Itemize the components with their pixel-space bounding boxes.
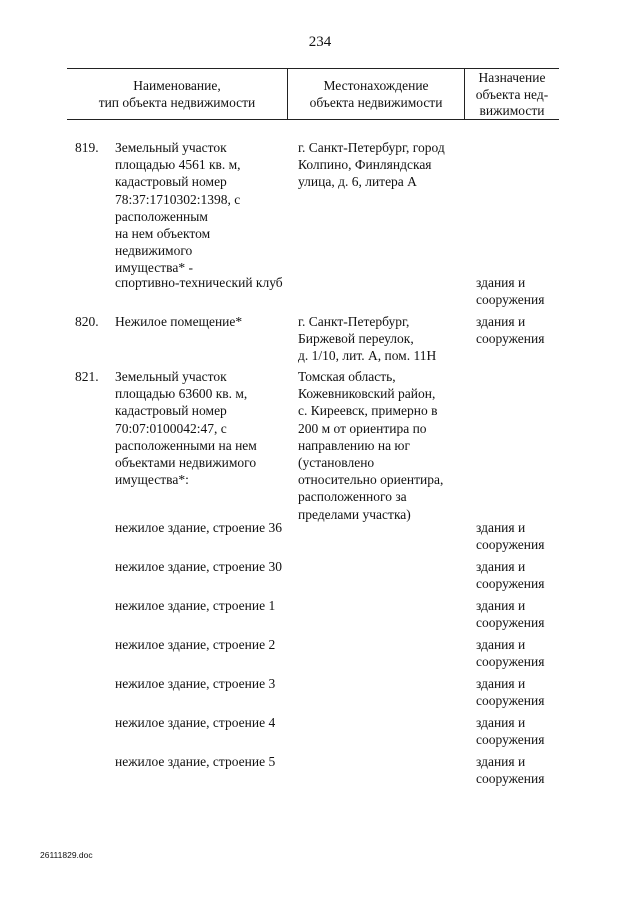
row-name-line: расположенными на нем — [115, 437, 257, 453]
row-name-line: объектами недвижимого — [115, 455, 257, 470]
page-number: 234 — [308, 34, 332, 50]
row-name-line: площадью 63600 кв. м, — [115, 386, 248, 402]
header-purpose-line: вижимости — [479, 103, 545, 118]
row-number: 819. — [75, 140, 99, 155]
header-location-line: объекта недвижимости — [309, 95, 443, 110]
row-purpose-line: сооружения — [476, 732, 545, 748]
row-location-line: Томская область, — [298, 369, 396, 384]
row-purpose-line: здания и — [476, 637, 526, 652]
row-location-line: Кожевниковский район, — [298, 386, 436, 402]
row-name-line: Нежилое помещение* — [115, 314, 243, 329]
row-name-line: нежилое здание, строение 4 — [115, 715, 276, 730]
row-location-line: Колпино, Финляндская — [298, 157, 432, 173]
row-purpose-line: здания и — [476, 314, 526, 329]
row-name-line: нежилое здание, строение 2 — [115, 637, 276, 652]
row-location-line: г. Санкт-Петербург, — [298, 314, 410, 329]
row-name-line: 70:07:0100042:47, с — [115, 420, 227, 436]
row-name-line: нежилое здание, строение 1 — [115, 598, 276, 613]
row-purpose-line: сооружения — [476, 771, 545, 787]
row-purpose-line: сооружения — [476, 693, 545, 709]
header-location — [288, 77, 464, 111]
row-name-line: недвижимого — [115, 243, 193, 259]
row-name-line: спортивно-технический клуб — [115, 275, 283, 290]
row-purpose-line: сооружения — [476, 576, 545, 592]
row-location-line: пределами участка) — [298, 506, 411, 522]
header-top-rule — [67, 68, 559, 69]
row-purpose-line: здания и — [476, 275, 526, 290]
row-name-line: 78:37:1710302:1398, с — [115, 191, 241, 207]
row-number: 821. — [75, 369, 99, 384]
row-purpose-line: сооружения — [476, 292, 545, 308]
row-name-line: нежилое здание, строение 36 — [115, 520, 282, 535]
row-purpose-line: здания и — [476, 754, 526, 769]
row-name-line: площадью 4561 кв. м, — [115, 157, 241, 173]
row-name-line: Земельный участок — [115, 369, 227, 384]
row-location-line: г. Санкт-Петербург, город — [298, 140, 445, 155]
header-location-line: Местонахождение — [323, 78, 429, 93]
row-name-line: нежилое здание, строение 30 — [115, 559, 282, 574]
row-name-line: кадастровый номер — [115, 174, 227, 190]
row-purpose-line: сооружения — [476, 331, 545, 347]
header-purpose-line: объекта нед- — [475, 86, 549, 102]
row-name-line: нежилое здание, строение 3 — [115, 676, 276, 691]
row-purpose-line: здания и — [476, 520, 526, 535]
header-name-line: Наименование, — [133, 78, 221, 93]
row-location-line: д. 1/10, лит. А, пом. 11Н — [298, 348, 437, 364]
footer-filename: 26111829.doc — [40, 850, 93, 860]
row-location-line: с. Киреевск, примерно в — [298, 403, 438, 419]
row-location-line: Биржевой переулок, — [298, 331, 414, 347]
row-number: 820. — [75, 314, 99, 329]
row-location-line: 200 м от ориентира по — [298, 420, 427, 436]
row-purpose-line: сооружения — [476, 654, 545, 670]
row-location-line: улица, д. 6, литера А — [298, 174, 417, 190]
row-name-line: Земельный участок — [115, 140, 227, 155]
header-name-line: тип объекта недвижимости — [98, 95, 256, 110]
row-name-line: расположенным — [115, 208, 208, 224]
row-purpose-line: здания и — [476, 715, 526, 730]
header-purpose — [465, 70, 559, 120]
row-purpose-line: здания и — [476, 559, 526, 574]
row-purpose-line: сооружения — [476, 615, 545, 631]
row-purpose-line: здания и — [476, 676, 526, 691]
row-name-line: кадастровый номер — [115, 403, 227, 419]
row-purpose-line: сооружения — [476, 537, 545, 553]
row-location-line: направлению на юг — [298, 437, 411, 453]
row-location-line: (установлено — [298, 455, 375, 470]
row-location-line: относительно ориентира, — [298, 472, 444, 488]
row-purpose-line: здания и — [476, 598, 526, 613]
row-location-line: расположенного за — [298, 489, 407, 505]
header-purpose-line: Назначение — [478, 70, 546, 85]
row-name-line: нежилое здание, строение 5 — [115, 754, 276, 769]
header-name — [67, 77, 287, 111]
row-name-line: имущества* - — [115, 260, 193, 276]
row-name-line: на нем объектом — [115, 226, 211, 241]
row-name-line: имущества*: — [115, 472, 189, 488]
